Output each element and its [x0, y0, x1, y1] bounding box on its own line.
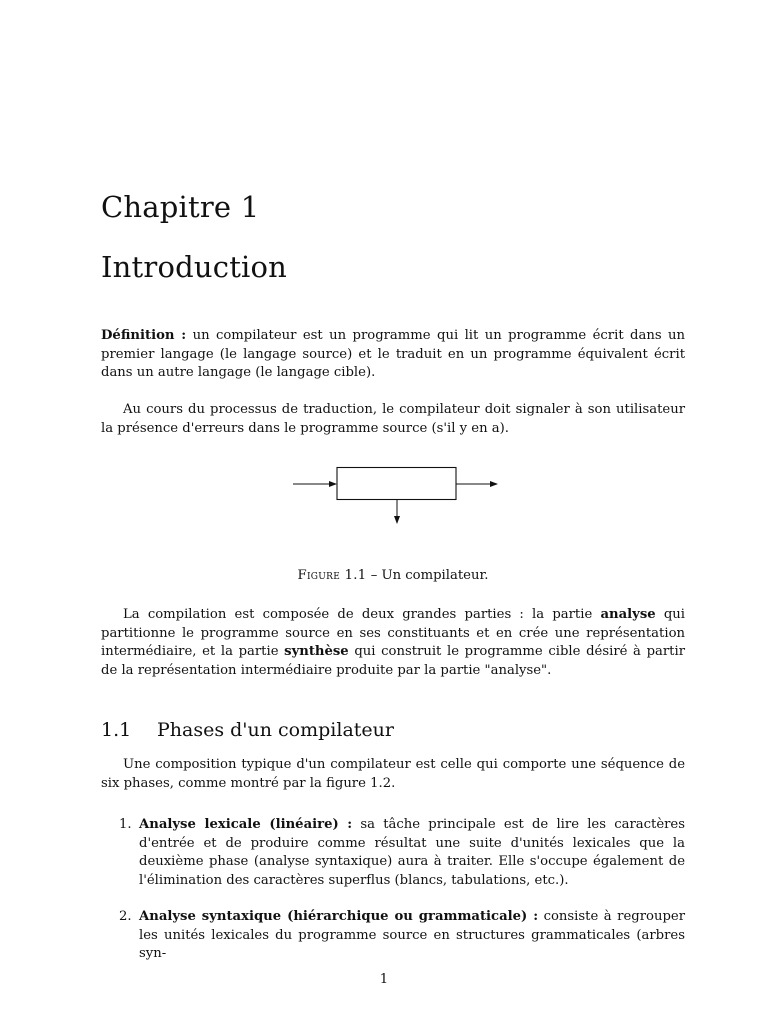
errors-paragraph: Au cours du processus de traduction, le compilateur doit signaler à son utilisateur la présence d'erreurs dans le programme source (s'il y en a). — [101, 402, 685, 436]
list-marker: 1. — [119, 817, 132, 832]
analysis-term: analyse — [600, 607, 656, 622]
section-number: 1.1 — [101, 719, 132, 741]
parts-text-1: La compilation est composée de deux grandes parties : la partie — [123, 607, 601, 622]
definition-paragraph — [101, 327, 685, 383]
compiler-diagram — [291, 463, 601, 527]
chapter-title: Introduction — [101, 250, 288, 284]
parts-text-2: qui partitionne le programme source en ses constituants et en crée une représentation intermédiaire, et la partie — [101, 607, 685, 660]
figure-caption — [101, 568, 685, 583]
compiler-box — [337, 468, 456, 500]
definition-term: Définition : — [101, 328, 187, 343]
figure-label: Figure 1.1 — [297, 568, 367, 583]
phases-paragraph: Une composition typique d'un compilateur est celle qui comporte une séquence de six phases, comme montré par la figure 1.2. — [101, 757, 685, 791]
parts-paragraph — [101, 606, 685, 680]
page-number: 1 — [379, 972, 389, 987]
list-text: consiste à regrouper les unités lexicales du programme source en structures grammaticales (arbres syn- — [139, 909, 685, 962]
figure-text: Un compilateur. — [381, 568, 489, 583]
list-term: Analyse lexicale (linéaire) : — [139, 817, 353, 832]
figure-separator: – — [366, 568, 382, 583]
section-title: Phases d'un compilateur — [157, 719, 394, 741]
section-heading — [101, 719, 394, 741]
definition-text: un compilateur est un programme qui lit un programme écrit dans un premier langage (le langage source) et le traduit en un programme équivalent écrit dans un autre langage (le langage cible). — [101, 328, 685, 381]
parts-text-3: qui construit le programme cible désiré à partir de la représentation intermédiaire produite par la partie "analyse". — [101, 644, 685, 678]
list-term: Analyse syntaxique (hiérarchique ou grammaticale) : — [139, 909, 539, 924]
synthesis-term: synthèse — [284, 644, 349, 660]
chapter-number: Chapitre 1 — [101, 190, 260, 224]
list-marker: 2. — [119, 909, 132, 924]
list-item — [119, 816, 685, 890]
list-item — [119, 908, 685, 964]
list-text: sa tâche principale est de lire les caractères d'entrée et de produire comme résultat une suite d'unités lexicales que la deuxième phase (analyse syntaxique) aura à traiter. Elle s'occupe également de l'élimination des caractères superflus (blancs, tabulations, etc.). — [139, 817, 685, 888]
